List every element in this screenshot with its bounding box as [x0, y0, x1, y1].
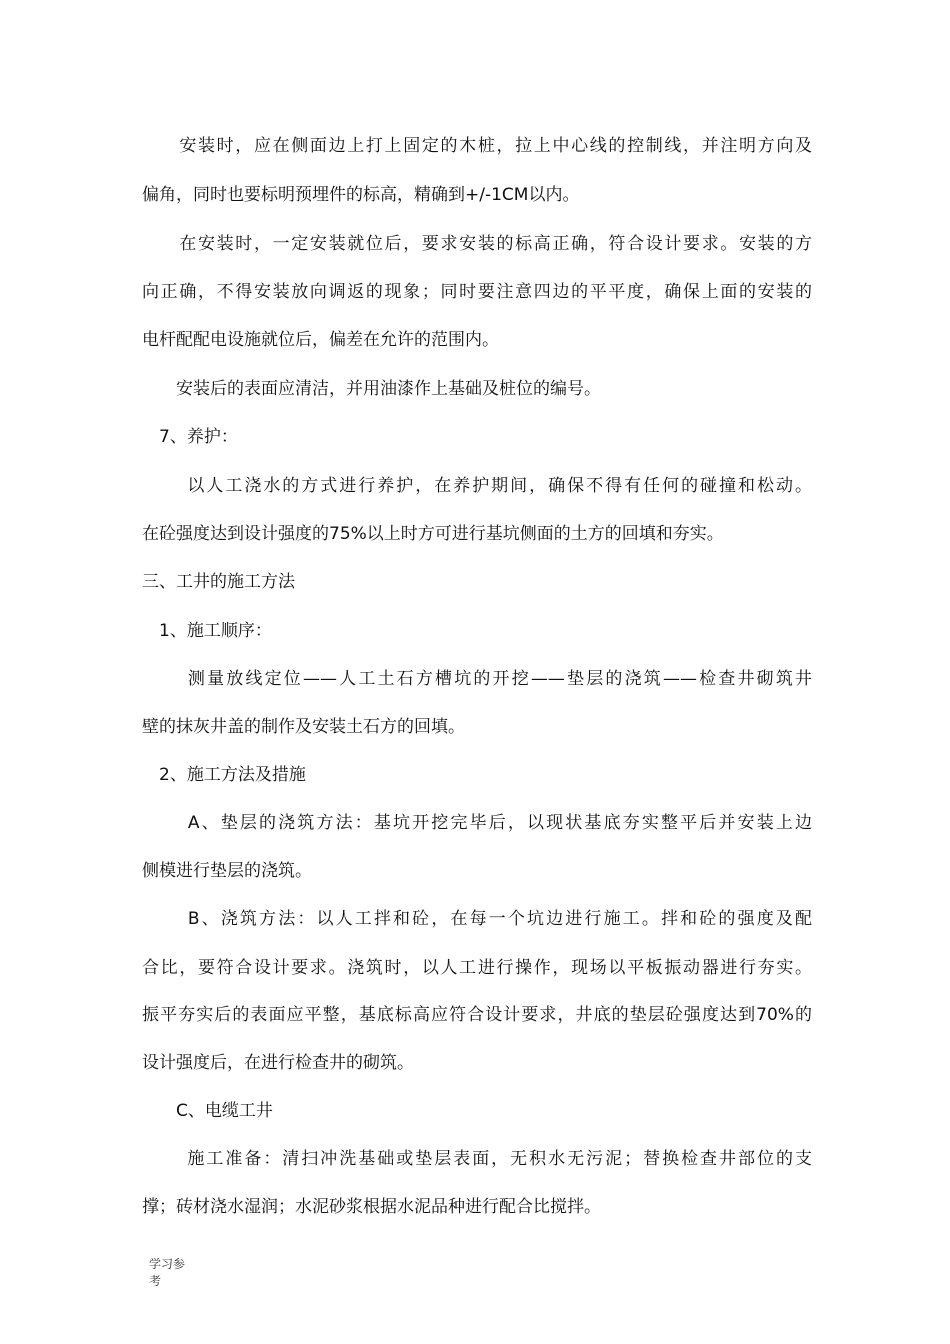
paragraph-line: 撑；砖材浇水湿润；水泥砂浆根据水泥品种进行配合比搅拌。 — [142, 1197, 601, 1217]
paragraph-line: 向正确，不得安装放向调返的现象；同时要注意四边的平平度，确保上面的安装的 — [142, 282, 812, 302]
section-heading: 2、施工方法及措施 — [142, 765, 306, 785]
paragraph-line: 安装时，应在侧面边上打上固定的木桩，拉上中心线的控制线，并注明方向及 — [142, 136, 812, 156]
paragraph-line: 以人工浇水的方式进行养护，在养护期间，确保不得有任何的碰撞和松动。 — [142, 476, 812, 496]
paragraph-line: 安装后的表面应清洁，并用油漆作上基础及桩位的编号。 — [142, 379, 601, 399]
paragraph-line: 在安装时，一定安装就位后，要求安装的标高正确，符合设计要求。安装的方 — [142, 234, 812, 254]
paragraph-line: 振平夯实后的表面应平整，基底标高应符合设计要求，井底的垫层砼强度达到70%的 — [142, 1005, 812, 1025]
paragraph-line: 壁的抹灰井盖的制作及安装土石方的回填。 — [142, 717, 465, 737]
paragraph-line: B、浇筑方法：以人工拌和砼，在每一个坑边进行施工。拌和砼的强度及配 — [142, 909, 812, 929]
footer-note — [149, 1256, 185, 1290]
section-heading: 1、施工顺序： — [142, 621, 272, 641]
paragraph-line: 测量放线定位——人工土石方槽坑的开挖——垫层的浇筑——检查井砌筑井 — [142, 669, 812, 689]
paragraph-line: 电杆配配电设施就位后，偏差在允许的范围内。 — [142, 330, 499, 350]
footer-line: 学习参 — [149, 1257, 186, 1271]
section-heading: C、电缆工井 — [142, 1101, 273, 1121]
paragraph-line: A、垫层的浇筑方法：基坑开挖完毕后，以现状基底夯实整平后并安装上边 — [142, 813, 812, 833]
footer-line: 考 — [149, 1274, 162, 1288]
paragraph-line: 在砼强度达到设计强度的75%以上时方可进行基坑侧面的土方的回填和夯实。 — [142, 524, 724, 544]
paragraph-line: 侧模进行垫层的浇筑。 — [142, 861, 312, 881]
paragraph-line: 偏角，同时也要标明预埋件的标高，精确到+/-1CM以内。 — [142, 185, 580, 205]
paragraph-line: 设计强度后，在进行检查井的砌筑。 — [142, 1053, 414, 1073]
paragraph-line: 施工准备：清扫冲洗基础或垫层表面，无积水无污泥；替换检查井部位的支 — [142, 1149, 812, 1169]
section-heading: 7、养护： — [142, 427, 238, 447]
paragraph-line: 合比，要符合设计要求。浇筑时，以人工进行操作，现场以平板振动器进行夯实。 — [142, 958, 812, 978]
section-heading: 三、工井的施工方法 — [142, 572, 295, 592]
